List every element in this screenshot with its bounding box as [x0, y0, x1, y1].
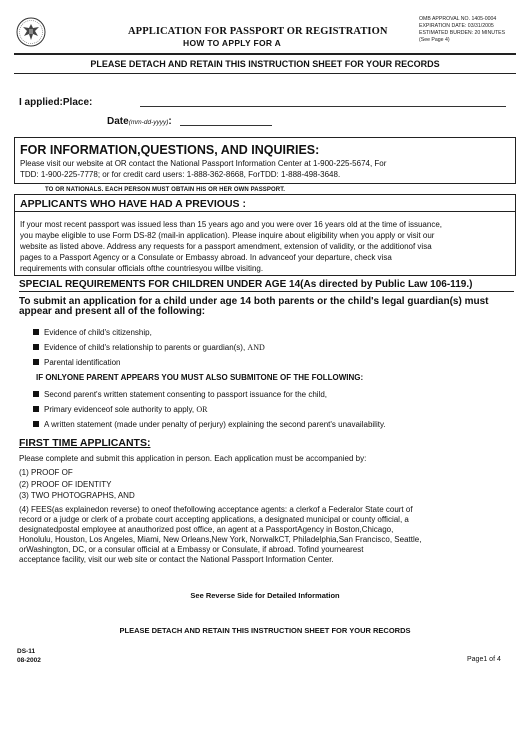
bullet-icon: [33, 329, 39, 335]
date-colon: :: [168, 116, 172, 127]
list-item: [33, 340, 265, 355]
information-box: [14, 137, 516, 184]
fees-line: Honolulu, Houston, Los Angeles, Miami, New Orleans,New York, NorwalkCT, Philadelphia,San Francisco, Seattle,: [19, 535, 422, 544]
special-intro: [19, 297, 514, 317]
previous-passport-box: [14, 194, 516, 276]
bullet-icon: [33, 406, 39, 412]
omb-line: EXPIRATION DATE: 03/31/2005: [419, 23, 494, 29]
previous-passport-text: [20, 219, 510, 274]
form-title: APPLICATION FOR PASSPORT OR REGISTRATION: [128, 26, 388, 37]
list-item-conjunction: AND: [247, 343, 265, 352]
omb-line: (See Page 4): [419, 37, 450, 43]
date-label: [107, 116, 172, 127]
previous-line: pages to a Passport Agency or a Consulate or Embassy abroad. In advanceof your departure, check visa: [20, 253, 392, 262]
one-parent-notice: IF ONLYONE PARENT APPEARS YOU MUST ALSO SUBMITONE OF THE FOLLOWING:: [36, 373, 364, 382]
page-number: Page1 of 4: [467, 656, 501, 663]
list-item: (2) PROOF OF IDENTITY: [19, 479, 112, 489]
information-line: Please visit our website at OR contact the National Passport Information Center at 1-900-225-5674, For: [20, 159, 387, 168]
list-item: [33, 417, 386, 432]
special-intro-line: appear and present all of the following:: [19, 306, 206, 317]
list-item-text: Evidence of child's citizenship,: [44, 328, 152, 337]
form-number: [17, 647, 41, 665]
first-time-list: [19, 467, 135, 502]
fees-line: designatedpostal employee at anauthorized post office, an agent at a PassportAgency in Boston,Chicago,: [19, 525, 394, 534]
detach-notice-bottom: PLEASE DETACH AND RETAIN THIS INSTRUCTION SHEET FOR YOUR RECORDS: [119, 626, 411, 635]
list-item: [33, 402, 386, 417]
detach-divider: [14, 73, 516, 74]
reverse-side-note: See Reverse Side for Detailed Information: [190, 591, 340, 600]
child-requirements-list: [33, 325, 265, 370]
bullet-icon: [33, 421, 39, 427]
previous-heading-divider: [15, 211, 515, 212]
place-input-line[interactable]: [140, 106, 506, 107]
omb-line: OMB APPROVAL NO. 1405-0004: [419, 16, 497, 22]
list-item-text: Second parent's written statement consenting to passport issuance for the child,: [44, 390, 328, 399]
special-intro-line: To submit an application for a child under age 14 both parents or the child's legal guardian(s) must: [19, 296, 489, 307]
previous-line: If your most recent passport was issued less than 15 years ago and you were over 16 years old at the time of issuance,: [20, 220, 442, 229]
list-item: (3) TWO PHOTOGRAPHS, AND: [19, 491, 135, 500]
date-label-text: Date: [107, 116, 129, 127]
previous-line: requirements with consular officials ofthe countriesyou willbe visiting.: [20, 264, 264, 273]
list-item: [33, 325, 265, 340]
previous-line: you maybe eligible to use Form DS-82 (mail-in application). Please inquire about eligibility when you apply or visit our: [20, 231, 435, 240]
previous-passport-heading: APPLICANTS WHO HAVE HAD A PREVIOUS :: [20, 198, 246, 210]
first-time-intro: Please complete and submit this application in person. Each application must be accompanied by:: [19, 454, 367, 463]
list-item-conjunction: OR: [196, 405, 208, 414]
form-id: DS-11: [17, 648, 36, 655]
omb-approval-block: [419, 16, 505, 44]
bullet-icon: [33, 391, 39, 397]
special-requirements-heading: SPECIAL REQUIREMENTS FOR CHILDREN UNDER AGE 14(As directed by Public Law 106-119.): [19, 279, 473, 290]
information-heading: FOR INFORMATION,QUESTIONS, AND INQUIRIES:: [20, 143, 320, 157]
bullet-icon: [33, 344, 39, 350]
detach-notice-top: PLEASE DETACH AND RETAIN THIS INSTRUCTION SHEET FOR YOUR RECORDS: [90, 59, 440, 69]
list-item: [33, 355, 265, 370]
fees-paragraph: [19, 505, 519, 565]
list-item-text: A written statement (made under penalty of perjury) explaining the second parent's unavailability.: [44, 420, 386, 429]
list-item-text: Parental identification: [44, 358, 121, 367]
list-item: [33, 387, 386, 402]
eagle-seal-icon: [16, 16, 46, 48]
first-time-heading: FIRST TIME APPLICANTS:: [19, 437, 151, 449]
previous-line: website as listed above. Address any requests for a passport amendment, extension of validity, or the additionof visa: [20, 242, 432, 251]
list-item-text: Primary evidenceof sole authority to apply,: [44, 405, 197, 414]
list-item: (1) PROOF OF: [19, 468, 73, 477]
information-line: TDD: 1-900-225-7778; or for credit card users: 1-888-362-8668, ForTDD: 1-888-498-3648.: [20, 170, 341, 179]
form-revision-date: 08-2002: [17, 657, 41, 664]
form-subtitle: HOW TO APPLY FOR A: [183, 38, 282, 48]
bullet-icon: [33, 359, 39, 365]
nationals-notice: TO OR NATIONALS. EACH PERSON MUST OBTAIN HIS OR HER OWN PASSPORT.: [45, 187, 286, 193]
fees-line: record or a judge or clerk of a probate court accepting applications, a designated municipal or county official, a: [19, 515, 409, 524]
one-parent-list: [33, 387, 386, 432]
fees-line: (4) FEES(as explainedon reverse) to oneof thefollowing acceptance agents: a clerkof a Federalor State court of: [19, 505, 413, 514]
special-heading-divider: [19, 291, 514, 292]
header-divider: [14, 53, 516, 55]
fees-line: orWashington, DC, or a consular official at a Embassy or Consulate, if abroad. Tofind yournearest: [19, 545, 364, 554]
information-text: [20, 158, 510, 180]
omb-line: ESTIMATED BURDEN: 20 MINUTES: [419, 30, 506, 36]
applied-place-label: I applied:Place:: [19, 97, 93, 108]
fees-line: acceptance facility, visit our web site or contact the National Passport Information Center.: [19, 555, 334, 564]
list-item-text: Evidence of child's relationship to parents or guardian(s),: [44, 343, 248, 352]
date-format-hint: (mm-dd-yyyy): [128, 119, 169, 126]
date-input-line[interactable]: [180, 125, 272, 126]
